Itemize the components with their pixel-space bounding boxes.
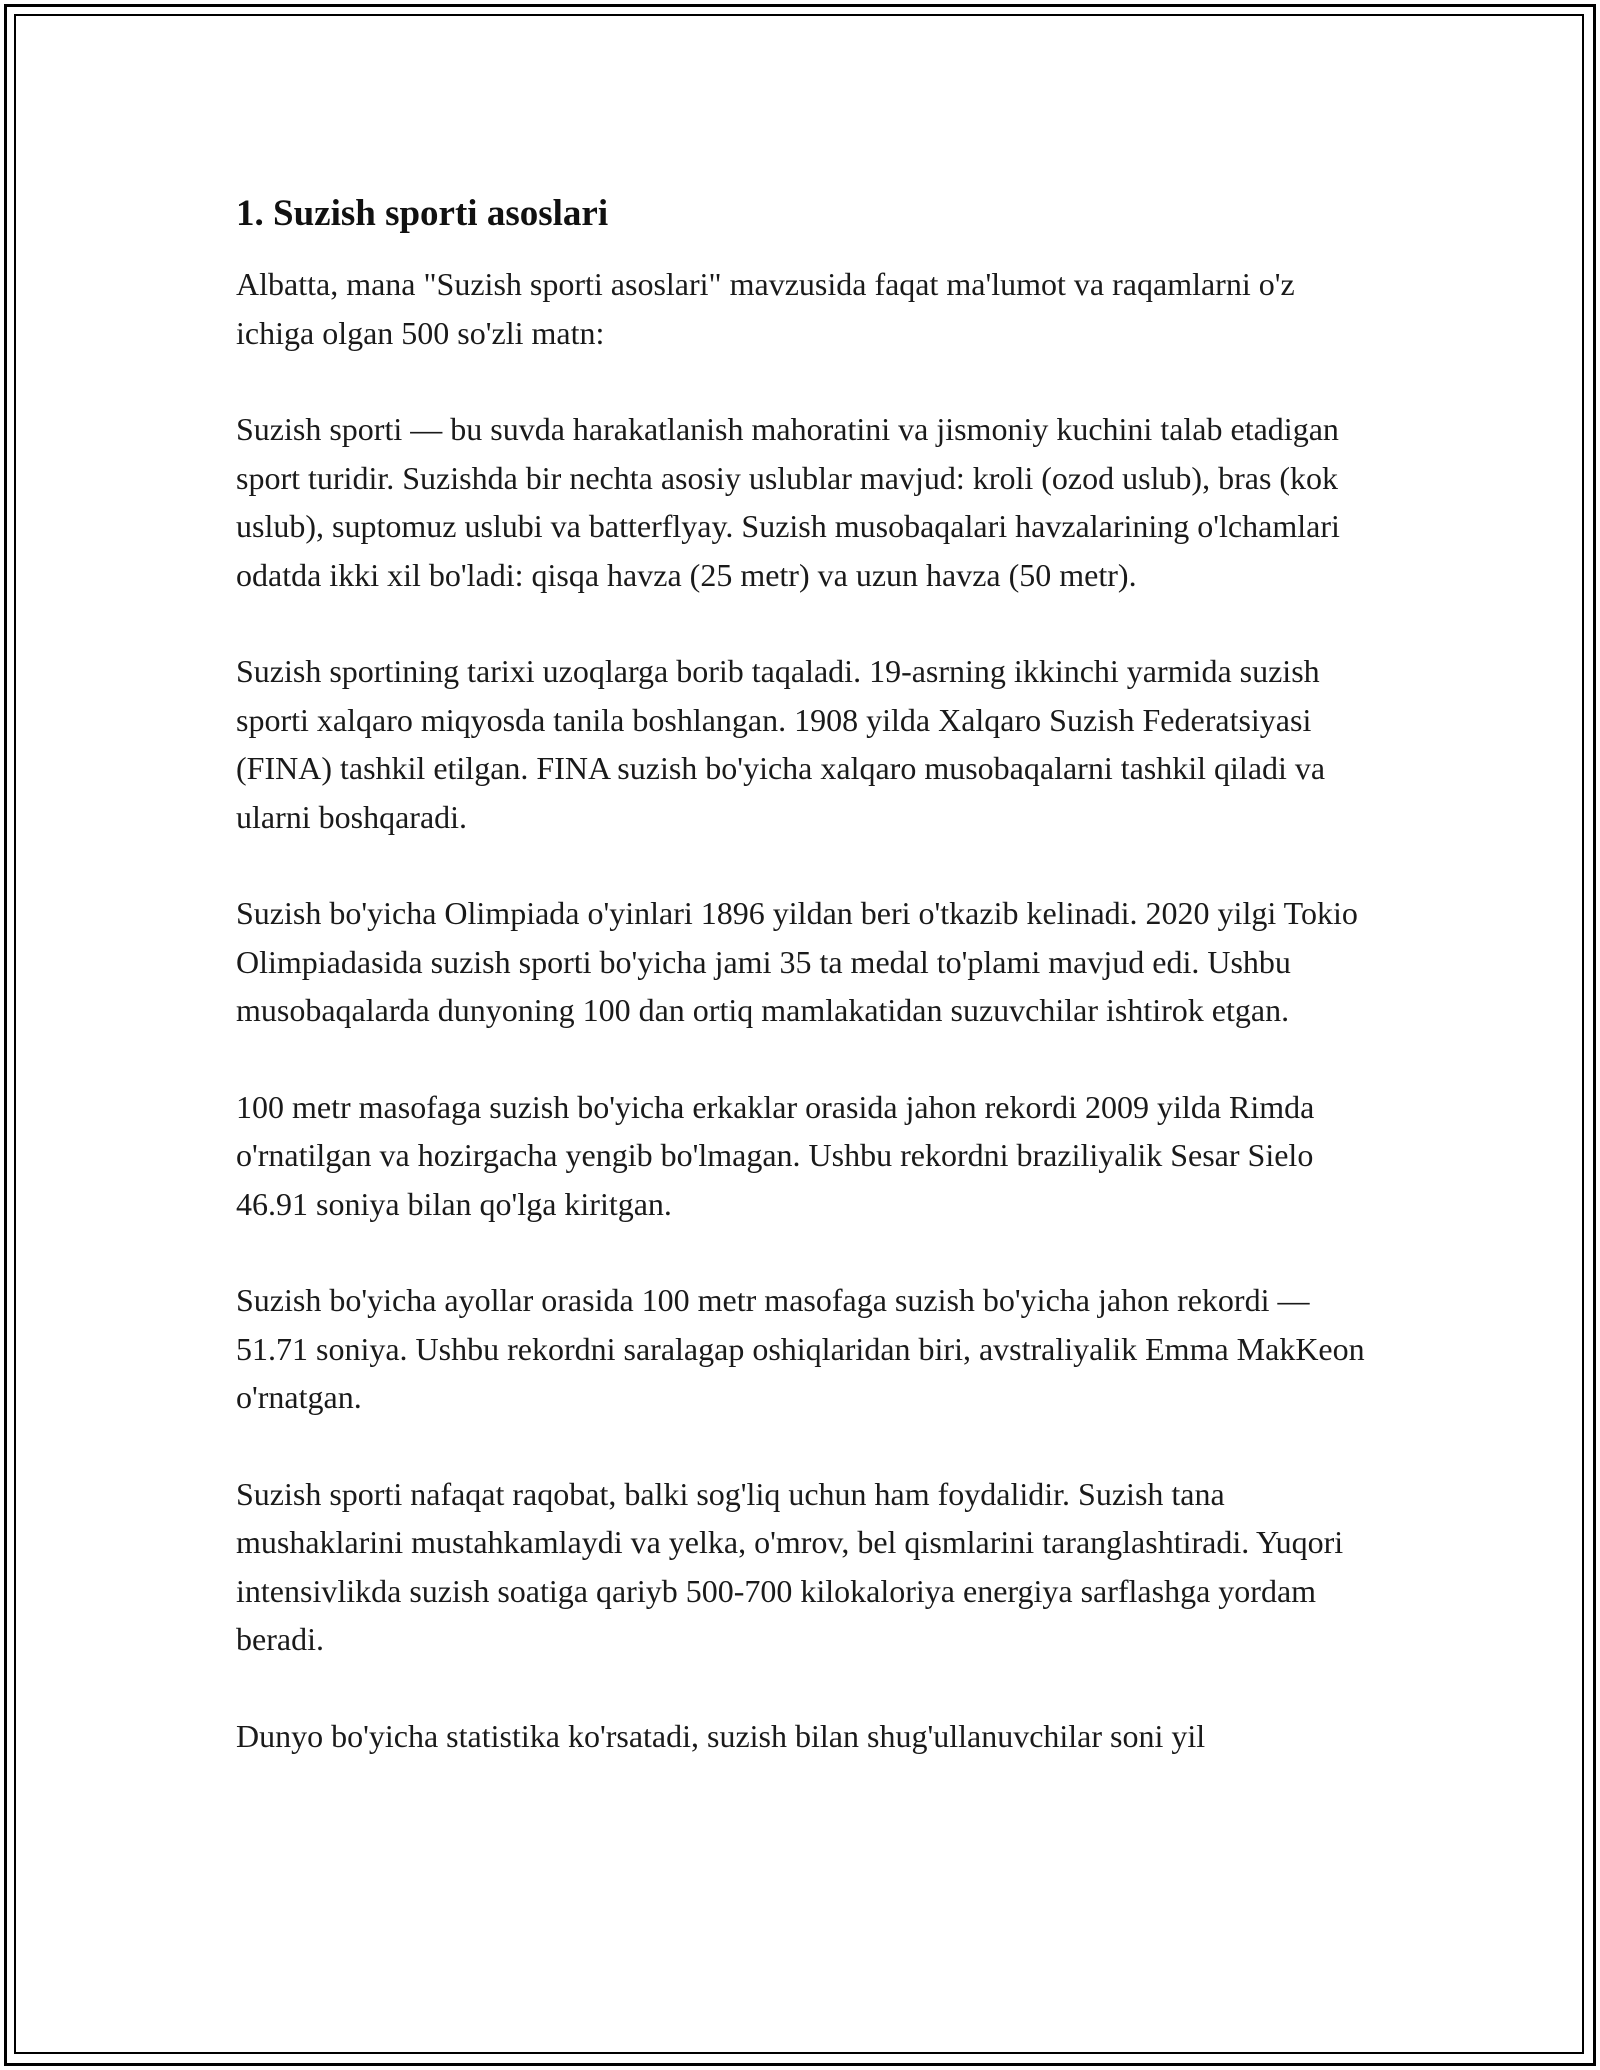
paragraph-swimming-styles: Suzish sporti — bu suvda harakatlanish mahoratini va jismoniy kuchini talab etadigan sport turidir. Suzishda bir nechta asosiy uslublar mavjud: kroli (ozod uslub), bras (kok uslub), suptomuz uslubi va batterflyay. Suzish musobaqalari havzalarining o'lchamlari odatda ikki xil bo'ladi: qisqa havza (25 metr) va uzun havza (50 metr). (236, 411, 1340, 593)
paragraph-history: Suzish sportining tarixi uzoqlarga borib taqaladi. 19-asrning ikkinchi yarmida suzish sporti xalqaro miqyosda tanila boshlangan. 1908 yilda Xalqaro Suzish Federatsiyasi (FINA) tashkil etilgan. FINA suzish bo'yicha xalqaro musobaqalarni tashkil qiladi va ularni boshqaradi. (236, 653, 1326, 835)
intro-paragraph: Albatta, mana "Suzish sporti asoslari" mavzusida faqat ma'lumot va raqamlarni o'z ichiga olgan 500 so'zli matn: (236, 266, 1295, 351)
paragraph-health: Suzish sporti nafaqat raqobat, balki sog'liq uchun ham foydalidir. Suzish tana mushaklarini mustahkamlaydi va yelka, o'mrov, bel qismlarini taranglashtiradi. Yuqori intensivlikda suzish soatiga qariyb 500-700 kilokaloriya energiya sarflashga yordam beradi. (236, 1475, 1344, 1657)
paragraph-statistics: Dunyo bo'yicha statistika ko'rsatadi, suzish bilan shug'ullanuvchilar soni yil (236, 1717, 1206, 1754)
section-heading: 1. Suzish sporti asoslari (236, 193, 609, 234)
paragraph-men-record: 100 metr masofaga suzish bo'yicha erkaklar orasida jahon rekordi 2009 yilda Rimda o'rnatilgan va hozirgacha yengib bo'lmagan. Ushbu rekordni braziliyalik Sesar Sielo 46.91 soniya bilan qo'lga kiritgan. (236, 1088, 1315, 1222)
paragraph-olympics: Suzish bo'yicha Olimpiada o'yinlari 1896 yildan beri o'tkazib kelinadi. 2020 yilgi Tokio Olimpiadasida suzish sporti bo'yicha jami 35 ta medal to'plami mavjud edi. Ushbu musobaqalarda dunyoning 100 dan ortiq mamlakatidan suzuvchilar ishtirok etgan. (236, 895, 1358, 1028)
paragraph-women-record: Suzish bo'yicha ayollar orasida 100 metr masofaga suzish bo'yicha jahon rekordi — 51.71 soniya. Ushbu rekordni saralagap oshiqlaridan biri, avstraliyalik Emma MakKeon o'rnatgan. (236, 1282, 1365, 1415)
document-body (236, 188, 1376, 1808)
